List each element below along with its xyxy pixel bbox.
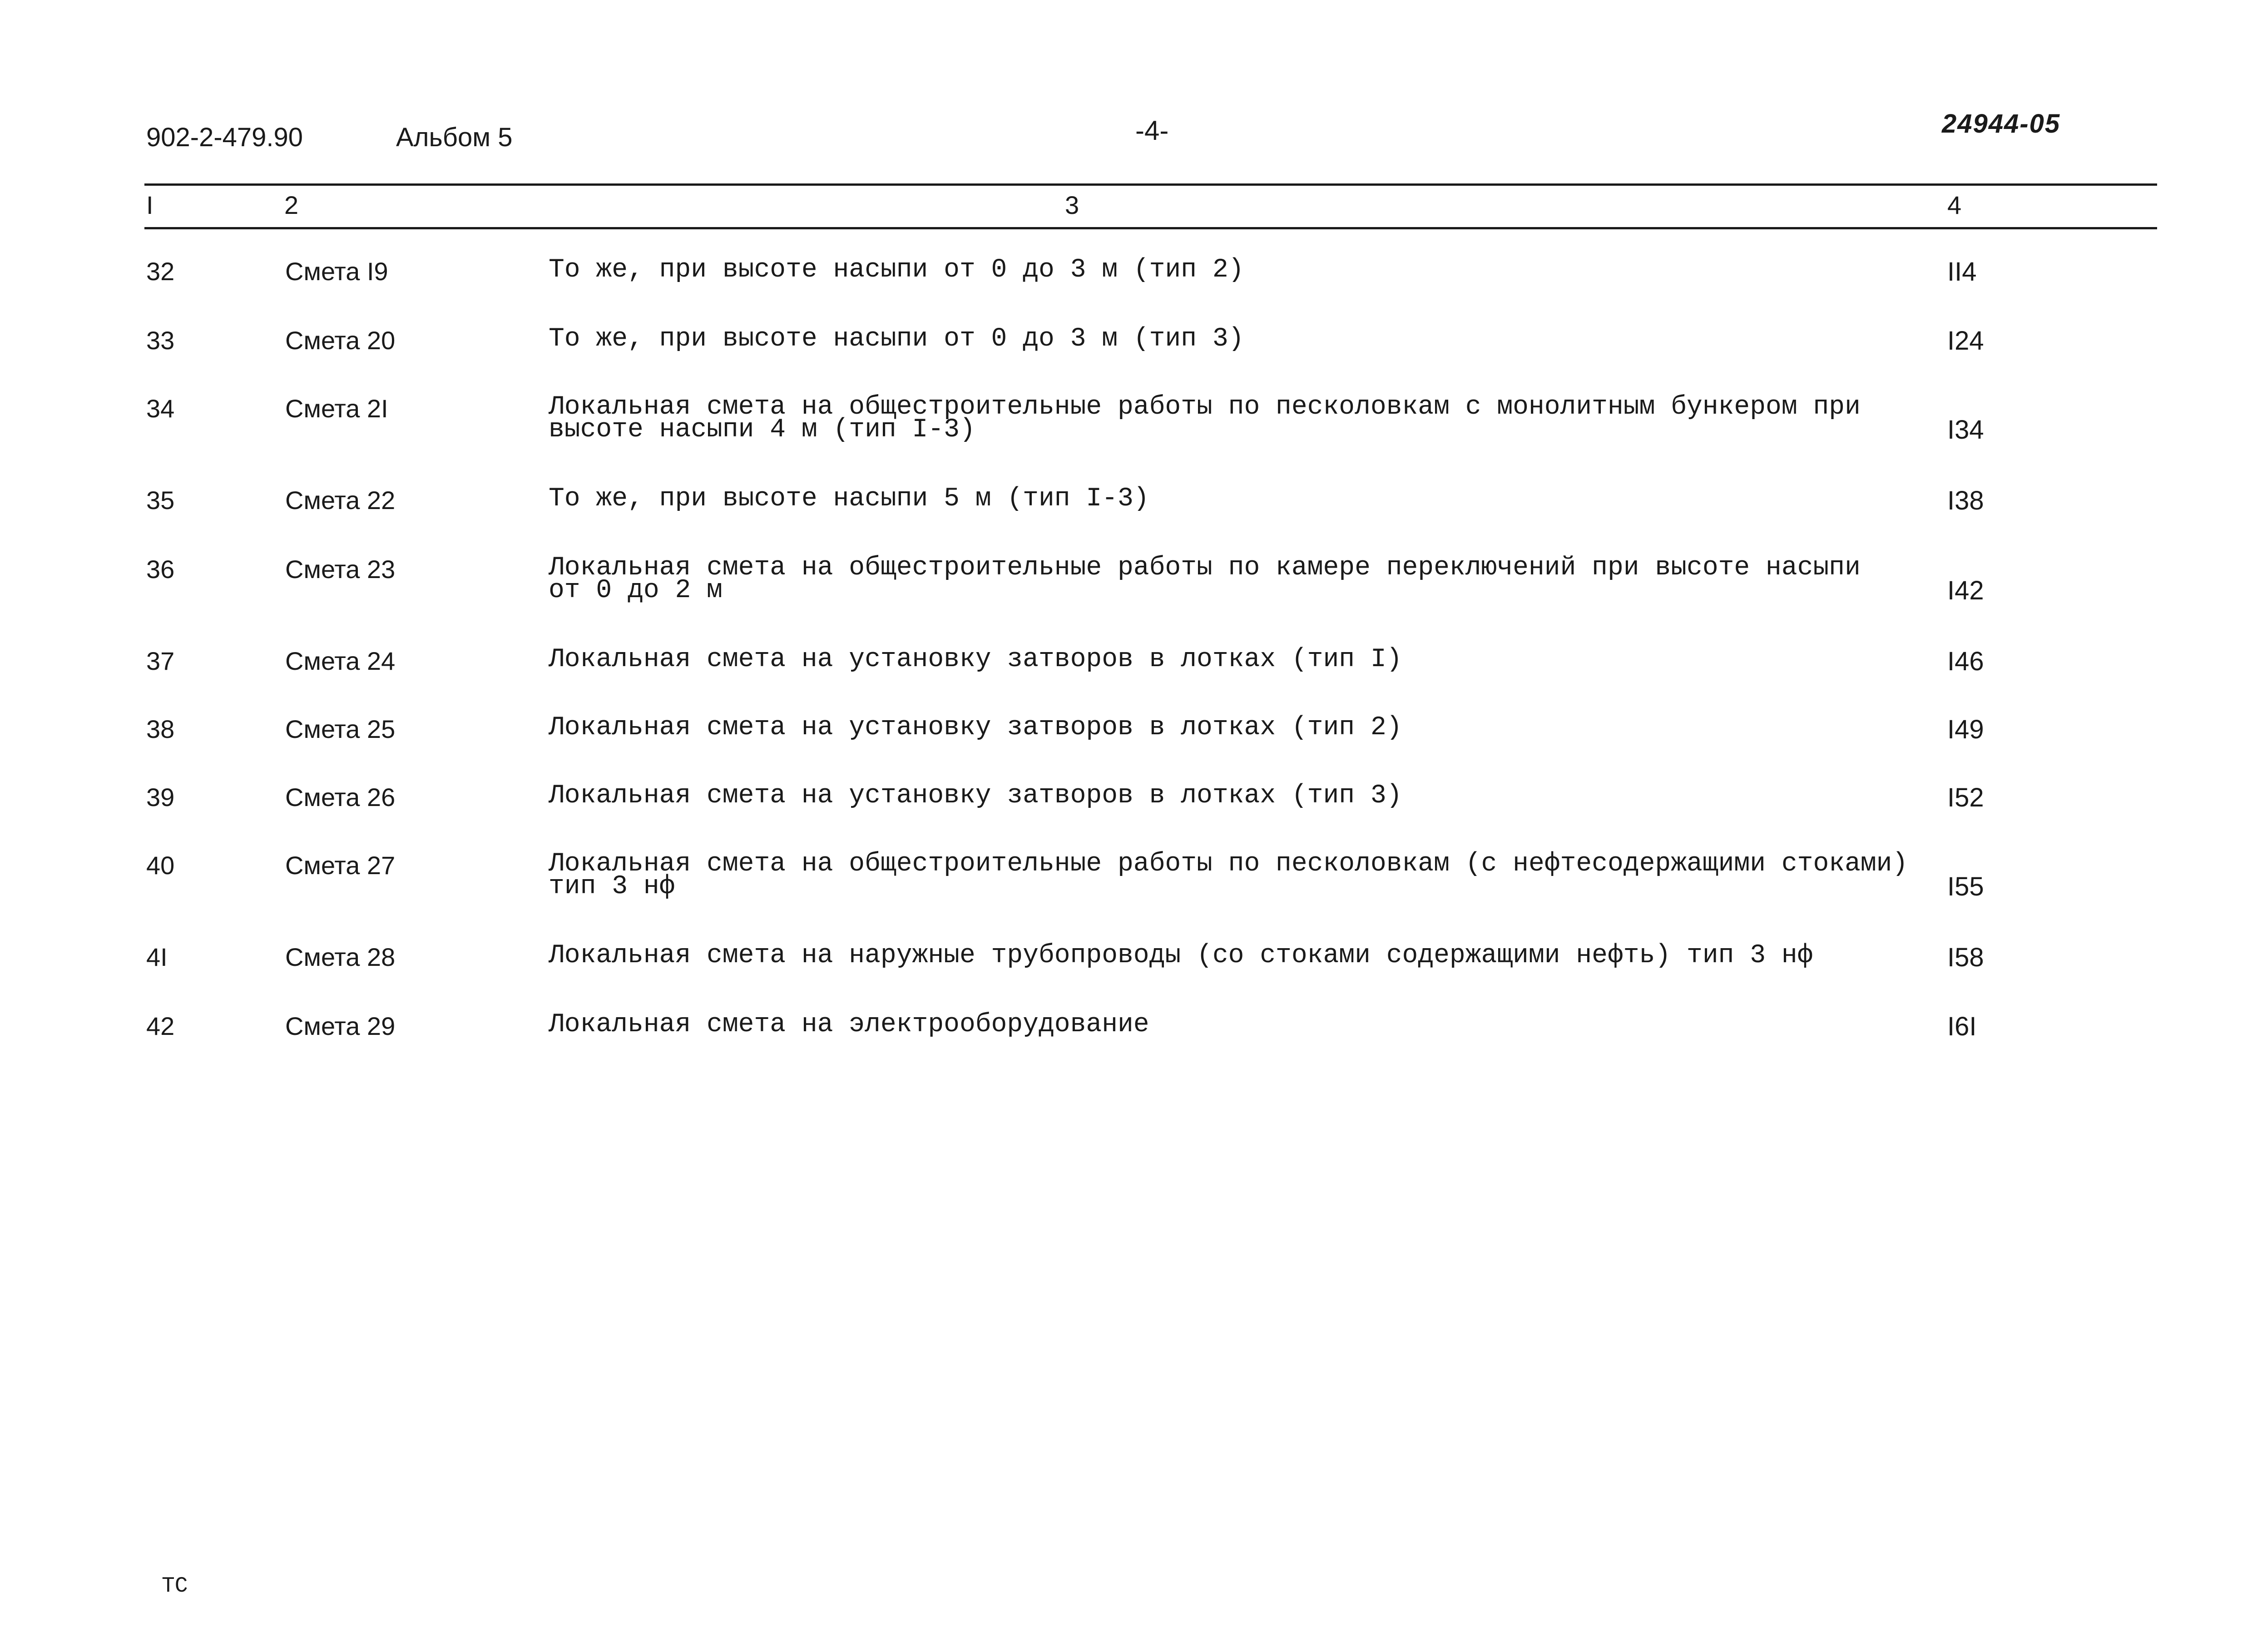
footer-mark: ТС <box>162 1574 188 1598</box>
description <box>549 255 1902 285</box>
description <box>549 484 1902 514</box>
inventory-stamp: 24944-05 <box>1942 109 2061 138</box>
estimate-ref: Смета 23 <box>285 555 396 584</box>
page-ref: I38 <box>1947 486 1984 515</box>
column-header-2: 2 <box>284 191 299 219</box>
page-ref: I34 <box>1947 415 1984 445</box>
description-line: Локальная смета на установку затворов в лотках (тип 3) <box>549 781 1402 811</box>
description-line: тип 3 нф <box>549 872 675 901</box>
row-number: 36 <box>146 555 175 584</box>
description-line: То же, при высоте насыпи 5 м (тип I-3) <box>549 484 1149 514</box>
row-number: 35 <box>146 486 175 514</box>
column-header-3: 3 <box>1065 191 1079 219</box>
estimate-ref: Смета 28 <box>285 943 396 971</box>
estimate-ref: Смета 27 <box>285 851 396 880</box>
description <box>549 849 1908 901</box>
table-row <box>0 781 2257 839</box>
description-line: Локальная смета на общестроительные работы по песколовкам (с нефтесодержащими стоками) <box>549 849 1908 879</box>
page-ref: I42 <box>1947 576 1984 605</box>
description-line: Локальная смета на установку затворов в лотках (тип I) <box>549 645 1402 674</box>
description-line: Локальная смета на общестроительные работы по камере переключений при высоте насыпи <box>549 553 1861 583</box>
table-row <box>0 484 2257 542</box>
table-row <box>0 1010 2257 1068</box>
estimate-ref: Смета 24 <box>285 647 396 675</box>
estimate-ref: Смета I9 <box>285 257 388 286</box>
description <box>549 553 1902 605</box>
page-ref: I6I <box>1947 1012 1977 1041</box>
table-row <box>0 713 2257 771</box>
page-ref: I52 <box>1947 783 1984 812</box>
estimate-ref: Смета 22 <box>285 486 396 514</box>
table-row <box>0 553 2257 611</box>
album-label: Альбом 5 <box>396 123 513 152</box>
page-ref: I49 <box>1947 715 1984 744</box>
table-row <box>0 849 2257 907</box>
table-row <box>0 324 2257 382</box>
table-row <box>0 392 2257 450</box>
row-number: 37 <box>146 647 175 675</box>
document-code: 902-2-479.90 <box>146 123 303 152</box>
page-ref: I55 <box>1947 872 1984 901</box>
description <box>549 781 1902 811</box>
row-number: 4I <box>146 943 168 971</box>
table-row <box>0 255 2257 313</box>
description <box>549 392 1902 445</box>
page-ref: I46 <box>1947 647 1984 676</box>
description-line: То же, при высоте насыпи от 0 до 3 м (тип 3) <box>549 324 1244 354</box>
estimate-ref: Смета 25 <box>285 715 396 743</box>
estimate-ref: Смета 20 <box>285 326 396 355</box>
row-number: 39 <box>146 783 175 811</box>
description <box>549 941 1902 970</box>
estimate-ref: Смета 26 <box>285 783 396 811</box>
description <box>549 1010 1902 1039</box>
page-number: -4- <box>1135 115 1169 146</box>
description <box>549 324 1902 354</box>
description-line: Локальная смета на установку затворов в лотках (тип 2) <box>549 713 1402 742</box>
description-line: Локальная смета на электрооборудование <box>549 1010 1149 1039</box>
row-number: 40 <box>146 851 175 880</box>
row-number: 32 <box>146 257 175 286</box>
description-line: высоте насыпи 4 м (тип I-3) <box>549 415 975 445</box>
row-number: 38 <box>146 715 175 743</box>
description-line: от 0 до 2 м <box>549 576 723 605</box>
row-number: 33 <box>146 326 175 355</box>
estimate-ref: Смета 29 <box>285 1012 396 1040</box>
description-line: Локальная смета на общестроительные работы по песколовкам с монолитным бункером при <box>549 392 1861 422</box>
column-header-4: 4 <box>1947 191 1962 219</box>
page-ref: I58 <box>1947 943 1984 972</box>
table-header-rule <box>144 227 2157 229</box>
description-line: Локальная смета на наружные трубопроводы (со стоками содержащими нефть) тип 3 нф <box>549 941 1813 970</box>
page-ref: I24 <box>1947 326 1984 356</box>
row-number: 42 <box>146 1012 175 1040</box>
description <box>549 713 1902 742</box>
table-top-rule <box>144 183 2157 186</box>
description-line: То же, при высоте насыпи от 0 до 3 м (тип 2) <box>549 255 1244 285</box>
estimate-ref: Смета 2I <box>285 394 388 423</box>
page-ref: II4 <box>1947 257 1977 287</box>
description <box>549 645 1902 674</box>
table-row <box>0 941 2257 999</box>
row-number: 34 <box>146 394 175 423</box>
column-header-1: I <box>146 191 153 219</box>
table-row <box>0 645 2257 703</box>
